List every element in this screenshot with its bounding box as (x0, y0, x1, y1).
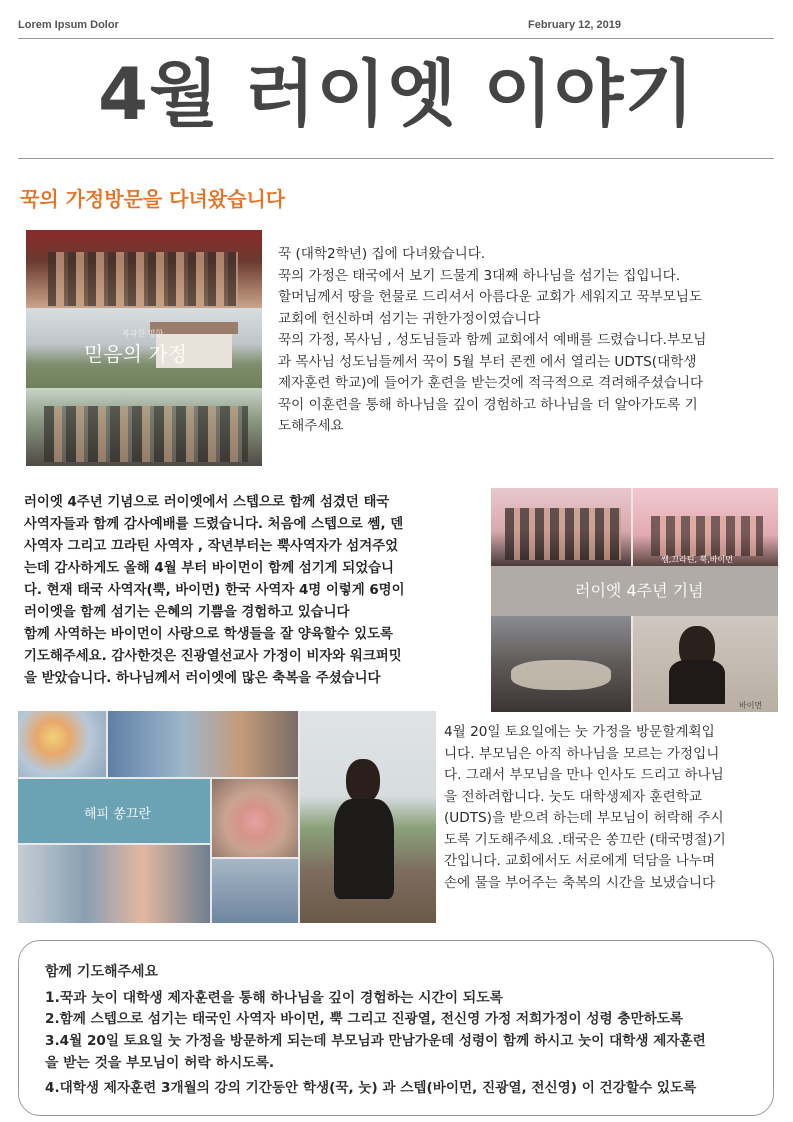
children-photo (212, 859, 298, 923)
header-date: February 12, 2019 (528, 19, 621, 31)
staff-group-photo (491, 488, 631, 566)
prayer-title: 함께 기도해주세요 (45, 964, 159, 980)
anniversary-caption: 러이엣 4주년 기념 (575, 581, 704, 600)
top-divider (18, 38, 774, 39)
collage-small-caption: 복과한 명한 (122, 329, 164, 338)
prayer-item-1: 1.꾹과 눗이 대학생 제자훈련을 통해 하나님을 깊이 경험하는 시간이 되도록 (45, 990, 503, 1006)
prayer-request-box (18, 940, 774, 1116)
workers-photo-label: 쌤,끄라틴, 뿍,바이먼 (661, 555, 733, 564)
section2-paragraph: 러이엣 4주년 기념으로 러이엣에서 스텝으로 함께 섬겼던 태국 사역자들과 함께 감사예배를 드렸습니다. 처음에 스텝으로 쎔, 덴 사역자 그리고 끄라틴 사역자 , 작년부터는 뿍사역자가 섬겨주었 는데 감사하게도 올해 4월 부터 바이먼이 함께 섬기게 되었습니 다. 현재 태국 사역자(뿍, 바이먼) 한국 사역자 4명 이렇게 6명이 러이엣을 함께 섬기는 은혜의 기쁨을 경험하고 있습니다 함께 사역하는 바이먼이 사랑으로 학생들을 잘 양육할수 있도록 기도해주세요. 감사한것은 진광열선교사 가정이 비자와 워크퍼밋 을 받았습니다. 하나님께서 러이엣에 많은 축복을 주셨습니다 (24, 495, 405, 686)
dinner-photo (491, 616, 631, 712)
family-group-photo (26, 388, 262, 466)
water-pouring-photo (18, 845, 210, 923)
header-left-text: Lorem Ipsum Dolor (18, 19, 119, 31)
collage-caption: 믿음의 가정 (84, 342, 187, 366)
nut-portrait-photo (300, 711, 436, 923)
prayer-item-3-continued: 을 받는 것을 부모님이 허락 하시도록. (45, 1055, 275, 1071)
family-collage-image (26, 230, 262, 466)
prayer-item-3: 3.4월 20일 토요일 눗 가정을 방문하게 되는데 부모님과 만남가운데 성령이 함께 하시고 눗이 대학생 제자훈련 (45, 1033, 706, 1049)
baimon-portrait-photo (633, 616, 778, 712)
section-heading: 꾹의 가정방문을 다녀왔습니다 (20, 187, 286, 211)
prayer-item-4: 4.대학생 제자훈련 3개월의 강의 기간동안 학생(꾹, 눗) 과 스텝(바이먼, 진광열, 전신영) 이 건강할수 있도록 (45, 1080, 697, 1096)
songkran-collage-image (18, 711, 436, 923)
page-title: 4월 러이엣 이야기 (97, 52, 696, 136)
songkran-caption: 해피 쏭끄란 (84, 807, 151, 822)
section3-paragraph: 4월 20일 토요일에는 눗 가정을 방문할계획입 니다. 부모님은 아직 하나님을 모르는 가정입니 다. 그래서 부모님을 만나 인사도 드리고 하나님 을 전하려합니다. 눗도 대학생제자 훈련학교 (UDTS)을 받으려 하는데 부모님이 허락해 주시 도록 기도해주세요 .태국은 쏭끄란 (태국명절)기 간입니다. 교회에서도 서로에게 덕담을 나누며 손에 물을 부어주는 축복의 시간을 보냈습니다 (444, 724, 726, 891)
baimon-label: 바이먼 (739, 701, 763, 710)
hands-photo (212, 779, 298, 857)
church-group-photo (26, 230, 262, 308)
blessing-photo (108, 711, 298, 777)
anniversary-collage-image (491, 488, 778, 712)
section1-paragraph: 꾹 (대학2학년) 집에 다녀왔습니다. 꾹의 가정은 태국에서 보기 드물게 3대째 하나님을 섬기는 집입니다. 할머님께서 땅을 헌물로 드리셔서 아름다운 교회가 세워지고 꾹부모님도 교회에 헌신하며 섬기는 귀한가정이였습니다 꾹의 가정, 목사님 , 성도님들과 함께 교회에서 예배를 드렸습니다.부모님 과 목사님 성도님들께서 꾹이 5월 부터 콘켄 에서 열리는 UDTS(대학생 제자훈련 학교)에 들어가 훈련을 받는것에 적극적으로 격려해주셨습니다 꾹이 이훈련을 통해 하나님을 깊이 경험하고 하나님을 더 알아가도록 기 도해주세요 (278, 246, 707, 434)
flowers-photo (18, 711, 106, 777)
title-divider (18, 158, 774, 159)
prayer-item-2: 2.함께 스텝으로 섬기는 태국인 사역자 바이먼, 뿍 그리고 진광열, 전신영 가정 저희가정이 성령 충만하도록 (45, 1011, 683, 1027)
